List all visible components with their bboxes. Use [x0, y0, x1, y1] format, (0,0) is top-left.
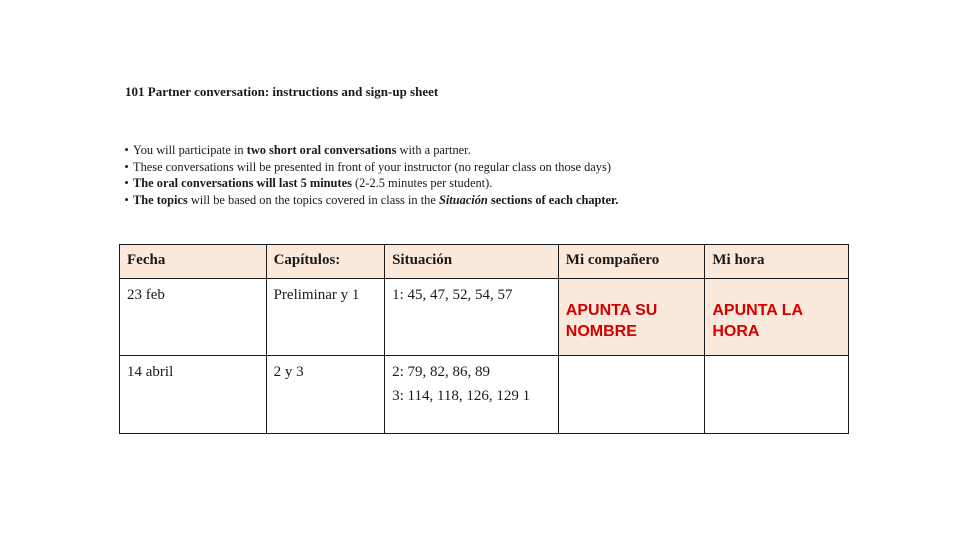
cell-fecha: 14 abril [120, 356, 267, 434]
cell-fecha: 23 feb [120, 279, 267, 356]
instruction-item [120, 159, 619, 176]
cell-companero[interactable] [558, 356, 705, 434]
table-row [120, 279, 849, 356]
page-title: 101 Partner conversation: instructions and sign-up sheet [125, 84, 439, 99]
header-fecha: Fecha [120, 245, 267, 279]
instruction-item [120, 142, 619, 159]
cell-situacion [385, 279, 559, 356]
instruction-emphasis-italic: Situación [438, 192, 488, 207]
table-header-row [120, 245, 849, 279]
instruction-emphasis: The topics [133, 192, 188, 207]
table-row [120, 356, 849, 434]
instruction-text: with a partner. [396, 143, 471, 157]
header-capitulos: Capítulos: [266, 245, 384, 279]
header-companero: Mi compañero [558, 245, 705, 279]
instruction-emphasis: The oral conversations will last 5 minutes [133, 176, 352, 190]
cell-hora[interactable] [705, 356, 849, 434]
instruction-text: These conversations will be presented in front of your instructor (no regular class on those days) [133, 159, 611, 174]
cell-hora[interactable] [705, 279, 849, 356]
instruction-emphasis: sections of each chapter. [487, 192, 619, 207]
companero-instruction: APUNTA SU NOMBRE [565, 302, 658, 340]
bullet-marker: • [124, 176, 129, 190]
signup-table [119, 244, 849, 434]
bullet-marker: • [124, 143, 129, 157]
situacion-line: 1: 45, 47, 52, 54, 57 [392, 287, 513, 303]
header-hora: Mi hora [705, 245, 849, 279]
situacion-line: 2: 79, 82, 86, 89 [392, 364, 490, 380]
hora-instruction: APUNTA LA HORA [712, 302, 803, 340]
instruction-text: You will participate in [133, 143, 247, 157]
instruction-text: will be based on the topics covered in class in the [187, 192, 439, 207]
cell-companero[interactable] [558, 279, 705, 356]
header-situacion: Situación [385, 245, 559, 279]
instructions-list [120, 142, 619, 208]
instruction-text: (2-2.5 minutes per student). [351, 176, 493, 190]
cell-capitulos: 2 y 3 [266, 356, 384, 434]
cell-situacion [385, 356, 559, 434]
bullet-marker: • [124, 192, 129, 207]
cell-capitulos: Preliminar y 1 [266, 279, 384, 356]
instruction-emphasis: two short oral conversations [246, 143, 397, 157]
situacion-line: 3: 114, 118, 126, 129 1 [392, 388, 531, 404]
instruction-item [120, 175, 619, 192]
bullet-marker: • [124, 159, 129, 174]
instruction-item [120, 192, 619, 209]
